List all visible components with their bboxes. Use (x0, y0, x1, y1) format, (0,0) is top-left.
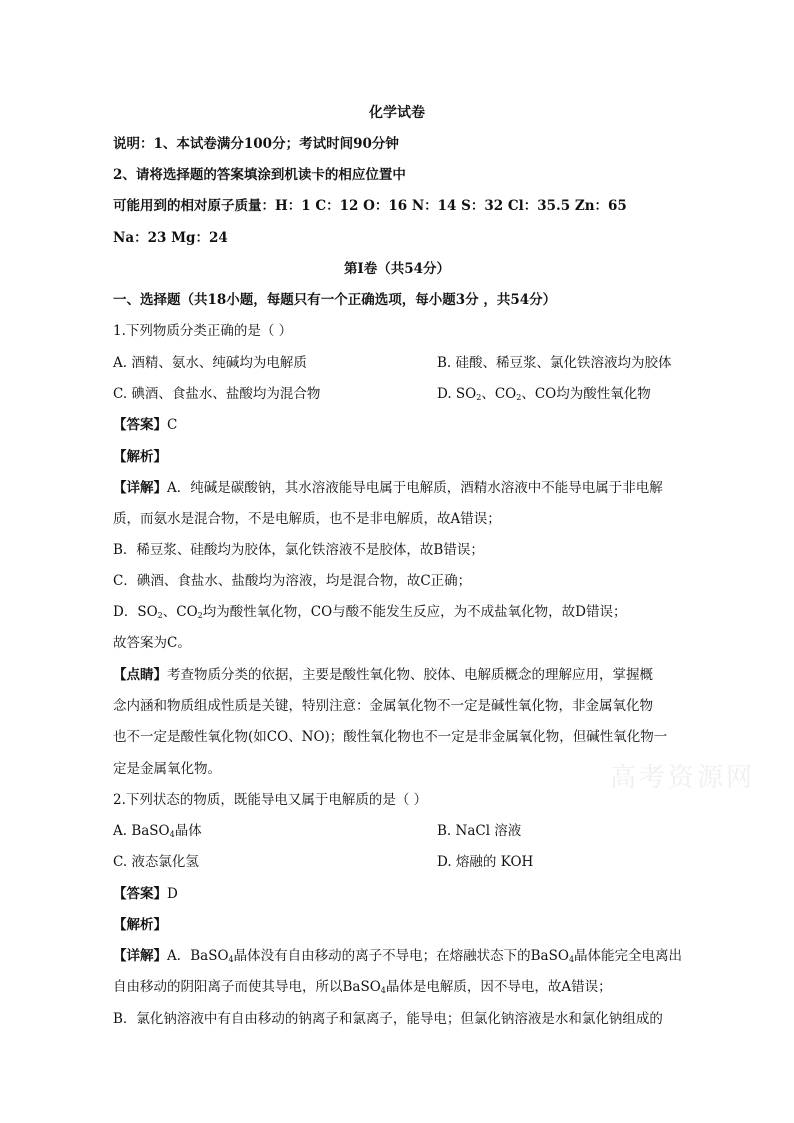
atomic-masses-2: Na：23 Mg：24 (113, 230, 228, 246)
q2-answer: 【答案】D (113, 886, 178, 902)
q2-option-b: B. NaCl 溶液 (437, 823, 522, 839)
q1-answer: 【答案】C (113, 417, 178, 433)
q1-detail-5: D．$SO_2$、$CO_2$均为酸性氧化物，CO与酸不能发生反应，为不成盐氧化物，故D错误； (113, 604, 627, 620)
q1-option-d: D. $SO_2$、$CO_2$、CO均为酸性氧化物 (437, 386, 651, 402)
q2-stem: 2.下列状态的物质，既能导电又属于电解质的是（ ） (113, 792, 428, 808)
q1-analysis-label: 【解析】 (113, 449, 167, 465)
watermark: 高考资源网 (610, 763, 756, 793)
note-2: 2、请将选择题的答案填涂到机读卡的相应位置中 (113, 167, 406, 183)
q2-detail-3: B．氯化钠溶液中有自由移动的钠离子和氯离子，能导电；但氯化钠溶液是水和氯化钠组成的 (113, 1011, 663, 1027)
q2-option-a: A. BaSO$_4$晶体 (113, 823, 202, 839)
q1-conclusion: 故答案为C。 (113, 635, 191, 651)
atomic-masses-1: 可能用到的相对原子质量：H：1 C：12 O：16 N：14 S：32 Cl：35.5 Zn：65 (113, 198, 627, 214)
volume-title: 第Ⅰ卷（共54分） (343, 261, 451, 277)
q1-detail-2: 质，而氨水是混合物，不是电解质，也不是非电解质，故A错误； (113, 511, 501, 527)
section-heading: 一、选择题（共18小题，每题只有一个正确选项，每小题3分 ，共54分） (113, 292, 557, 308)
q1-option-a: A. 酒精、氨水、纯碱均为电解质 (113, 355, 307, 371)
q2-analysis-label: 【解析】 (113, 917, 167, 933)
q2-detail-1: 【详解】A．BaSO$_4$晶体没有自由移动的离子不导电；在熔融状态下的BaSO$_4$晶体能完全电离出 (113, 948, 683, 964)
q2-detail-2: 自由移动的阴阳离子而使其导电，所以BaSO$_4$晶体是电解质，因不导电，故A错误； (113, 979, 612, 995)
q1-option-c: C. 碘酒、食盐水、盐酸均为混合物 (113, 386, 321, 402)
page-title: 化学试卷 (369, 105, 425, 121)
q2-option-c: C. 液态氯化氢 (113, 854, 199, 870)
q1-detail-4: C．碘酒、食盐水、盐酸均为溶液，均是混合物，故C正确； (113, 573, 472, 589)
q1-detail-1: 【详解】A．纯碱是碳酸钠，其水溶液能导电属于电解质，酒精水溶液中不能导电属于非电解 (113, 480, 663, 496)
q1-option-b: B. 硅酸、稀豆浆、氯化铁溶液均为胶体 (437, 355, 672, 371)
q1-point-1: 【点睛】考查物质分类的依据，主要是酸性氧化物、胶体、电解质概念的理解应用，掌握概 (113, 667, 653, 683)
q1-point-3: 也不一定是酸性氧化物(如CO、NO)；酸性氧化物也不一定是非金属氧化物，但碱性氧化物一 (113, 729, 668, 745)
q1-detail-3: B．稀豆浆、硅酸均为胶体，氯化铁溶液不是胶体，故B错误； (113, 542, 484, 558)
q1-stem: 1.下列物质分类正确的是（ ） (113, 323, 293, 339)
q1-point-4: 定是金属氧化物。 (113, 761, 221, 777)
q2-option-d: D. 熔融的 KOH (437, 854, 534, 870)
q1-point-2: 念内涵和物质组成性质是关键，特别注意：金属氧化物不一定是碱性氧化物，非金属氧化物 (113, 698, 653, 714)
note-1: 说明：1、本试卷满分100分；考试时间90分钟 (113, 136, 399, 152)
